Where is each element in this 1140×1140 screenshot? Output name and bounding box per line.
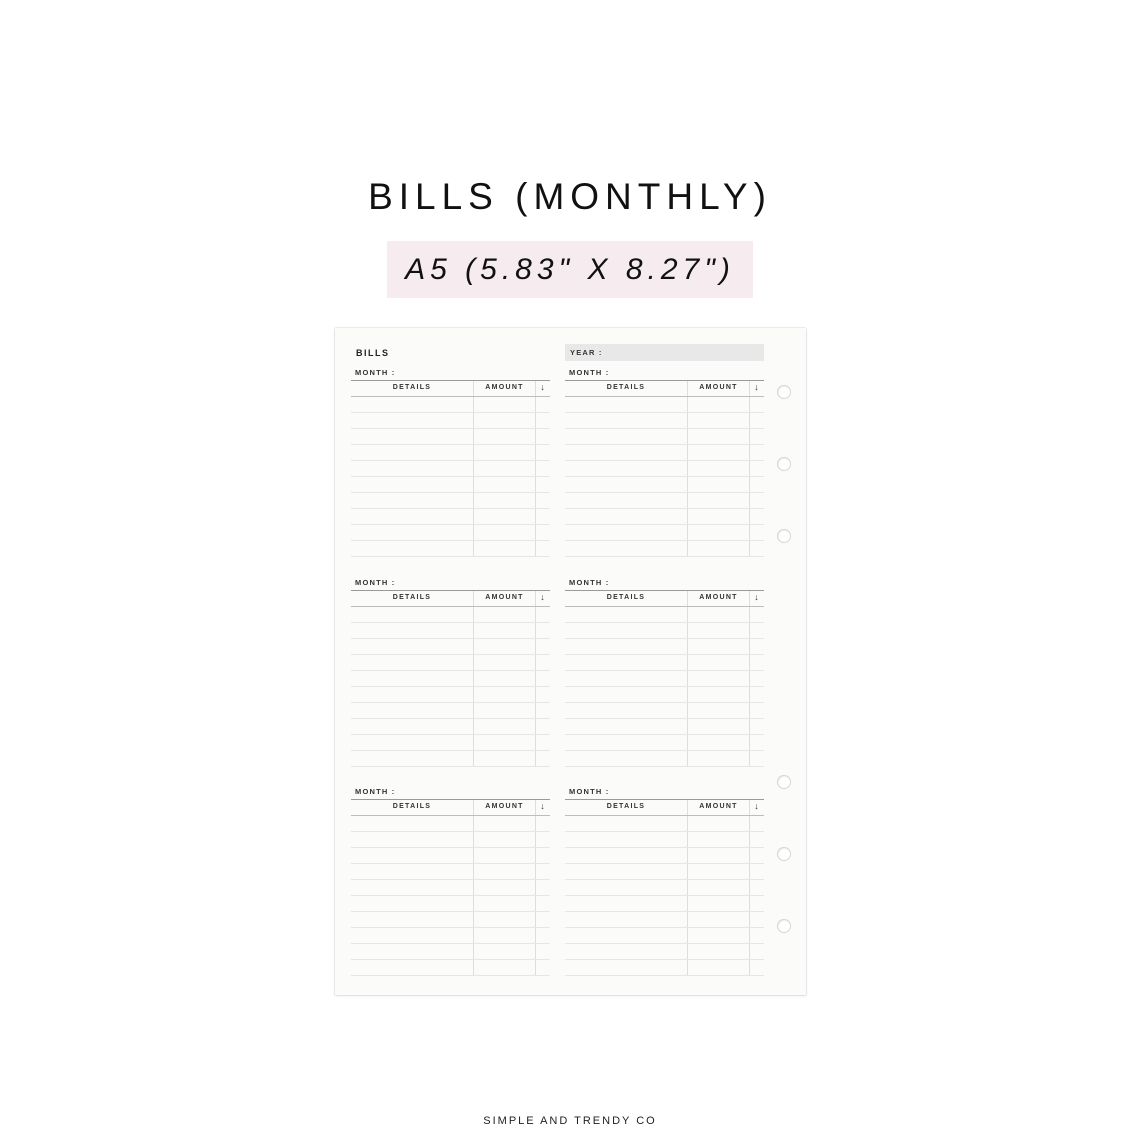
- year-label: YEAR :: [570, 348, 603, 357]
- row-line: [565, 831, 764, 832]
- paid-check-column-header: ↓: [540, 382, 545, 392]
- row-line: [351, 863, 550, 864]
- row-line: [351, 831, 550, 832]
- column-divider: [749, 800, 750, 976]
- month-label: MONTH :: [569, 578, 610, 587]
- paid-check-column-header: ↓: [540, 801, 545, 811]
- row-line: [565, 686, 764, 687]
- row-line: [565, 879, 764, 880]
- row-line: [351, 524, 550, 525]
- planner-sheet: [335, 328, 806, 995]
- size-badge: A5 (5.83" X 8.27"): [387, 241, 753, 298]
- column-divider: [749, 591, 750, 767]
- row-line: [565, 492, 764, 493]
- amount-column-header: AMOUNT: [485, 803, 524, 810]
- row-line: [565, 444, 764, 445]
- row-line: [565, 766, 764, 767]
- month-label: MONTH :: [569, 787, 610, 796]
- row-line: [351, 686, 550, 687]
- row-line: [351, 734, 550, 735]
- page-title: BILLS (MONTHLY): [368, 176, 772, 217]
- row-line: [565, 606, 764, 607]
- column-divider: [535, 800, 536, 976]
- month-label: MONTH :: [355, 368, 396, 377]
- row-line: [351, 815, 550, 816]
- row-line: [565, 815, 764, 816]
- details-column-header: DETAILS: [392, 803, 432, 810]
- row-line: [565, 750, 764, 751]
- row-line: [565, 654, 764, 655]
- amount-column-header: AMOUNT: [699, 384, 738, 391]
- binder-hole: [777, 385, 791, 399]
- row-line: [351, 911, 550, 912]
- row-line: [565, 702, 764, 703]
- binder-hole: [777, 457, 791, 471]
- row-line: [351, 540, 550, 541]
- row-line: [565, 412, 764, 413]
- amount-column-header: AMOUNT: [485, 384, 524, 391]
- year-field[interactable]: [565, 344, 764, 361]
- column-divider: [687, 381, 688, 557]
- row-line: [565, 540, 764, 541]
- row-line: [351, 460, 550, 461]
- row-line: [351, 847, 550, 848]
- bill-table[interactable]: [351, 380, 550, 557]
- row-line: [565, 734, 764, 735]
- bill-table[interactable]: [565, 380, 764, 557]
- details-column-header: DETAILS: [392, 384, 432, 391]
- column-divider: [687, 591, 688, 767]
- row-line: [565, 622, 764, 623]
- amount-column-header: AMOUNT: [699, 803, 738, 810]
- row-line: [351, 622, 550, 623]
- binder-hole: [777, 847, 791, 861]
- row-line: [565, 476, 764, 477]
- row-line: [351, 654, 550, 655]
- month-label: MONTH :: [569, 368, 610, 377]
- binder-hole: [777, 919, 791, 933]
- column-divider: [535, 381, 536, 557]
- bill-table[interactable]: [351, 799, 550, 976]
- column-divider: [473, 381, 474, 557]
- bill-table[interactable]: [565, 590, 764, 767]
- row-line: [565, 396, 764, 397]
- row-line: [351, 975, 550, 976]
- row-line: [351, 396, 550, 397]
- row-line: [351, 412, 550, 413]
- bill-table[interactable]: [565, 799, 764, 976]
- row-line: [351, 766, 550, 767]
- column-divider: [473, 800, 474, 976]
- row-line: [565, 911, 764, 912]
- binder-hole: [777, 529, 791, 543]
- row-line: [565, 959, 764, 960]
- row-line: [351, 638, 550, 639]
- row-line: [351, 718, 550, 719]
- paid-check-column-header: ↓: [754, 592, 759, 602]
- row-line: [565, 670, 764, 671]
- row-line: [351, 508, 550, 509]
- row-line: [565, 927, 764, 928]
- row-line: [565, 718, 764, 719]
- amount-column-header: AMOUNT: [485, 594, 524, 601]
- row-line: [351, 702, 550, 703]
- row-line: [565, 508, 764, 509]
- row-line: [351, 492, 550, 493]
- row-line: [351, 606, 550, 607]
- row-line: [351, 476, 550, 477]
- row-line: [351, 750, 550, 751]
- row-line: [351, 959, 550, 960]
- row-line: [351, 444, 550, 445]
- column-divider: [473, 591, 474, 767]
- row-line: [565, 428, 764, 429]
- row-line: [351, 879, 550, 880]
- bill-table[interactable]: [351, 590, 550, 767]
- row-line: [565, 847, 764, 848]
- row-line: [565, 943, 764, 944]
- column-divider: [687, 800, 688, 976]
- row-line: [351, 556, 550, 557]
- brand-footer: SIMPLE AND TRENDY CO: [483, 1115, 657, 1127]
- sheet-title: BILLS: [356, 348, 390, 358]
- paid-check-column-header: ↓: [754, 382, 759, 392]
- row-line: [351, 927, 550, 928]
- row-line: [351, 943, 550, 944]
- row-line: [565, 975, 764, 976]
- paid-check-column-header: ↓: [754, 801, 759, 811]
- row-line: [565, 895, 764, 896]
- details-column-header: DETAILS: [606, 594, 646, 601]
- row-line: [565, 556, 764, 557]
- details-column-header: DETAILS: [606, 803, 646, 810]
- row-line: [565, 460, 764, 461]
- row-line: [565, 638, 764, 639]
- row-line: [351, 895, 550, 896]
- details-column-header: DETAILS: [392, 594, 432, 601]
- amount-column-header: AMOUNT: [699, 594, 738, 601]
- paid-check-column-header: ↓: [540, 592, 545, 602]
- month-label: MONTH :: [355, 578, 396, 587]
- row-line: [565, 863, 764, 864]
- column-divider: [535, 591, 536, 767]
- details-column-header: DETAILS: [606, 384, 646, 391]
- row-line: [351, 670, 550, 671]
- binder-hole: [777, 775, 791, 789]
- row-line: [351, 428, 550, 429]
- column-divider: [749, 381, 750, 557]
- month-label: MONTH :: [355, 787, 396, 796]
- row-line: [565, 524, 764, 525]
